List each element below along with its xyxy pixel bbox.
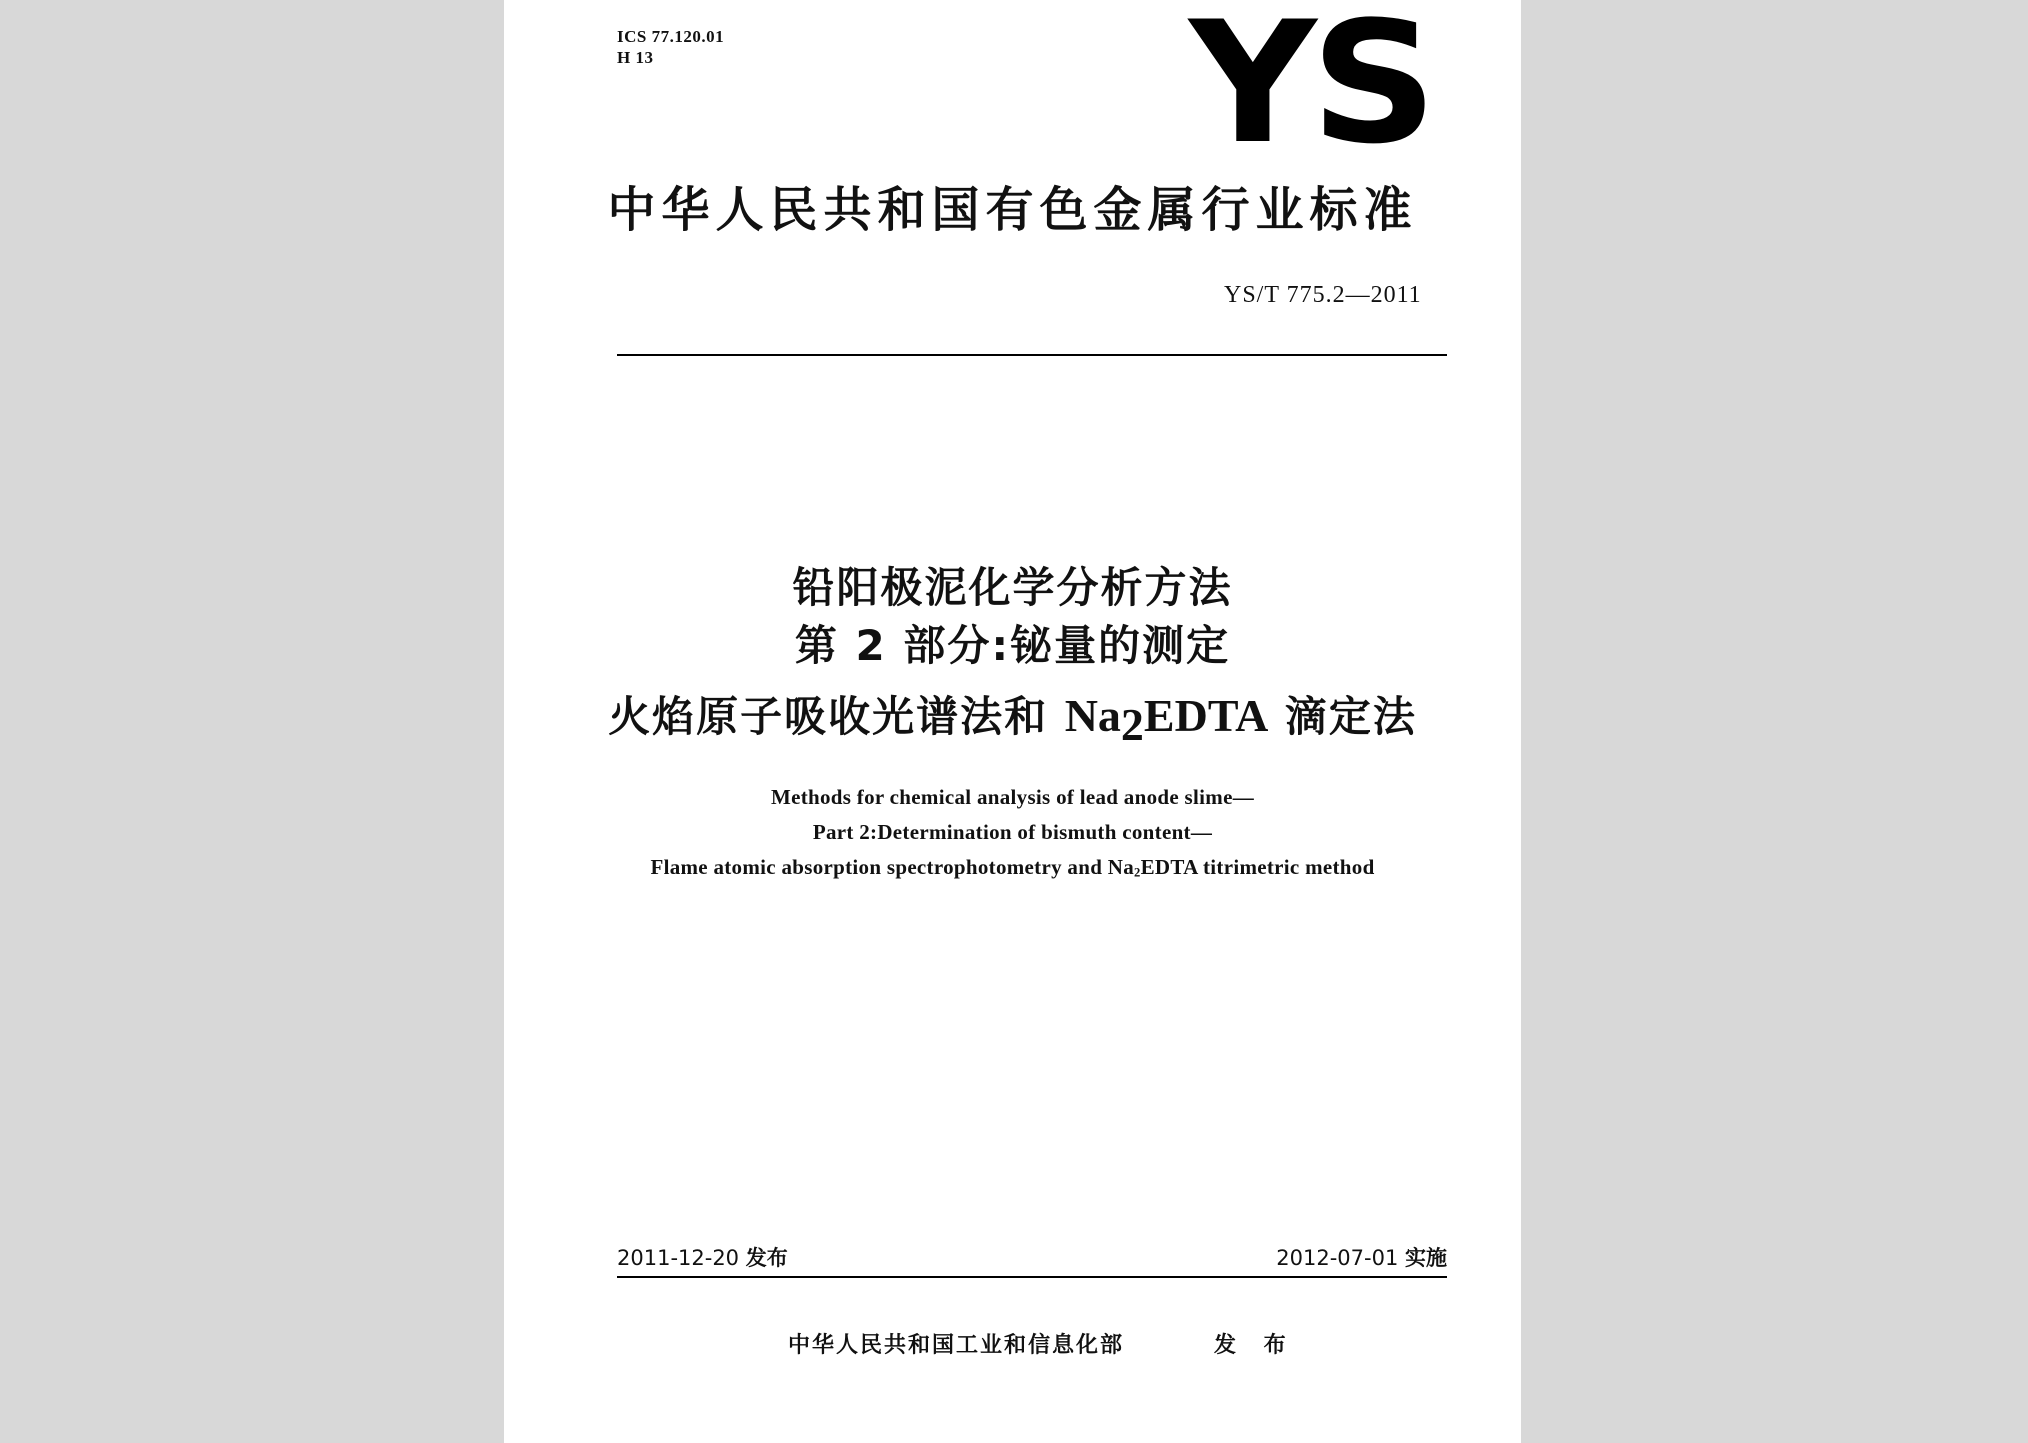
- publisher-name: 中华人民共和国工业和信息化部: [788, 1333, 1125, 1358]
- implementation-date: [1276, 1244, 1447, 1272]
- impl-date-label: 实施: [1405, 1246, 1447, 1270]
- cn-title-line1: 铅阳极泥化学分析方法: [792, 563, 1233, 612]
- publish-label: 发 布: [1214, 1333, 1296, 1358]
- ccs-code: H 13: [617, 48, 654, 67]
- en-title-line3: [504, 850, 1521, 891]
- classification-codes: [617, 26, 724, 68]
- en-title-subscript: 2: [1134, 865, 1141, 880]
- standard-category-title: 中华人民共和国有色金属行业标准: [607, 182, 1418, 238]
- issue-date: [617, 1244, 788, 1272]
- ics-code: ICS 77.120.01: [617, 27, 725, 46]
- cn-title-subscript: 2: [1120, 699, 1144, 751]
- document-page: [504, 0, 1521, 1443]
- issue-date-value: 2011-12-20: [617, 1246, 740, 1270]
- en-title-line3-suffix: EDTA titrimetric method: [1140, 855, 1375, 879]
- en-title-line2: Part 2:Determination of bismuth content—: [812, 820, 1213, 844]
- impl-date-value: 2012-07-01: [1276, 1246, 1399, 1270]
- standard-number: YS/T 775.2—2011: [1224, 282, 1422, 308]
- ys-logo: YS: [1189, 0, 1432, 181]
- cn-title-line3: [504, 686, 1521, 755]
- bottom-divider: [617, 1276, 1447, 1278]
- cn-title-line3-suffix: 滴定法: [1268, 692, 1417, 741]
- cn-title-line3-prefix: 火焰原子吸收光谱法和: [608, 692, 1065, 741]
- issue-date-label: 发布: [745, 1246, 788, 1270]
- top-divider: [617, 354, 1447, 356]
- cn-title-edta: EDTA: [1143, 690, 1269, 741]
- cn-title-line2: 第 2 部分:铋量的测定: [794, 621, 1231, 670]
- cn-title-na: Na: [1064, 690, 1121, 741]
- en-title-line3-prefix: Flame atomic absorption spectrophotometry and Na: [650, 855, 1134, 879]
- en-title-line1: Methods for chemical analysis of lead anode slime—: [770, 785, 1254, 809]
